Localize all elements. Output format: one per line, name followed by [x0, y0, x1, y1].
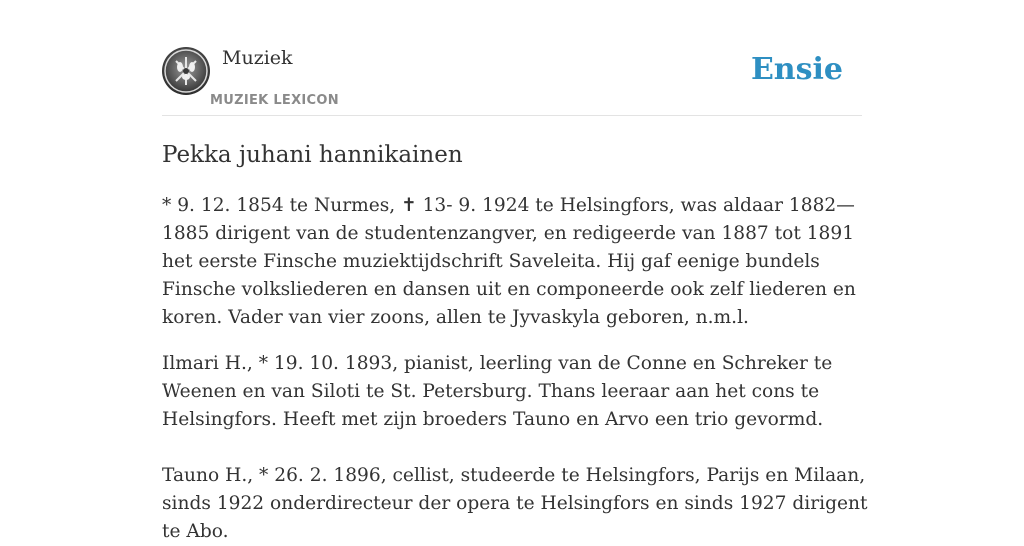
article-body — [162, 192, 868, 546]
paragraph: Ilmari H., * 19. 10. 1893, pianist, leerling van de Conne en Schreker te Weenen en van Siloti te St. Petersburg. Thans leeraar aan het cons te Helsingfors. Heeft met zijn broeders Tauno en Arvo een trio gevormd. — [162, 353, 833, 430]
article-title: Pekka juhani hannikainen — [162, 142, 463, 168]
header-divider — [162, 115, 862, 116]
category-subtitle[interactable]: MUZIEK LEXICON — [210, 93, 339, 108]
paragraph: Tauno H., * 26. 2. 1896, cellist, studeerde te Helsingfors, Parijs en Milaan, sinds 1922 onderdirecteur der opera te Helsingfors en sinds 1927 dirigent te Abo. — [162, 465, 868, 542]
category-logo[interactable] — [162, 47, 210, 95]
category-title[interactable]: Muziek — [222, 47, 293, 69]
music-emblem-icon — [162, 47, 210, 95]
paragraph: * 9. 12. 1854 te Nurmes, ✝ 13- 9. 1924 te Helsingfors, was aldaar 1882—1885 dirigent van de studentenzangver, en redigeerde van 1887 tot 1891 het eerste Finsche muziektijdschrift Saveleita. Hij gaf eenige bundels Finsche volksliederen en dansen uit en componeerde ook zelf liederen en koren. Vader van vier zoons, allen te Jyvaskyla geboren, n.m.l. — [162, 195, 856, 328]
brand-logo-link[interactable]: Ensie — [750, 52, 843, 87]
